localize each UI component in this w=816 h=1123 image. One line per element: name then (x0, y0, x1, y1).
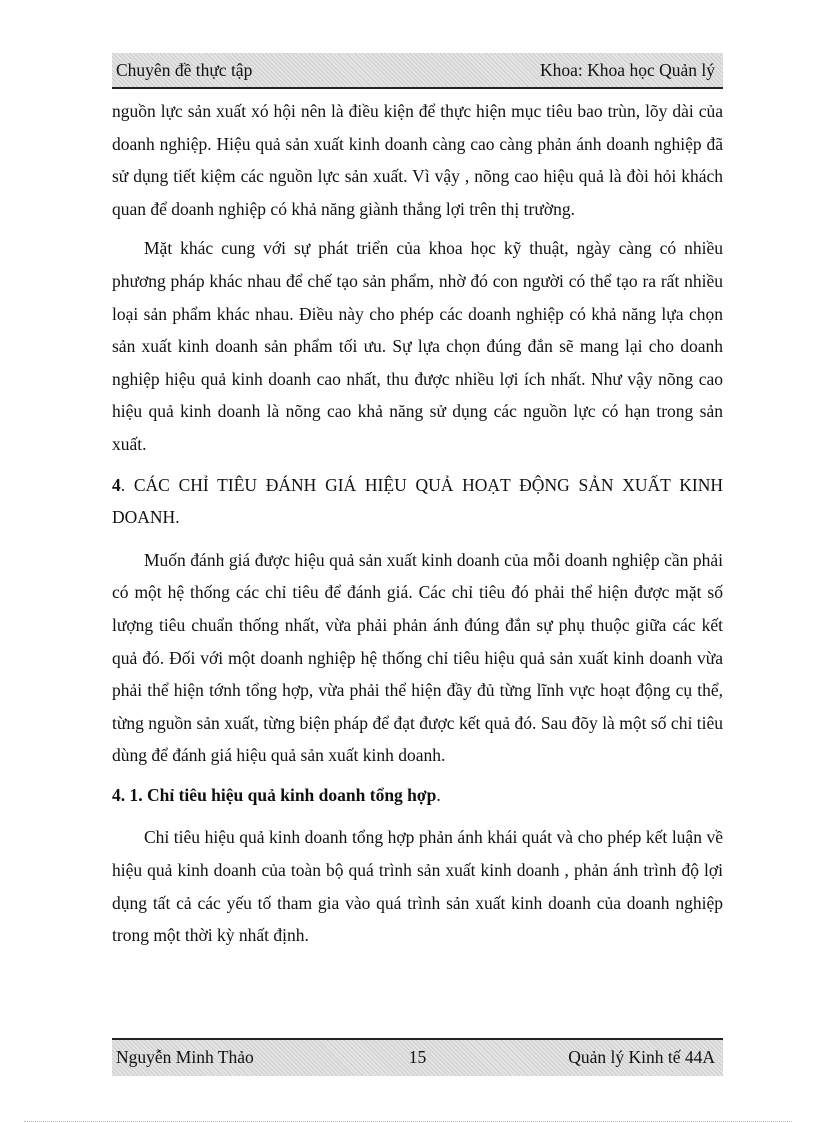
paragraph-2: Mặt khác cung với sự phát triển của khoa học kỹ thuật, ngày càng có nhiều phương pháp khác nhau để chế tạo sản phẩm, nhờ đó con người có thể tạo ra rất nhiều loại sản phẩm khác nhau. Điều này cho phép các doanh nghiệp có khả năng lựa chọn sản xuất kinh doanh sản phẩm tối ưu. Sự lựa chọn đúng đắn sẽ mang lại cho doanh nghiệp hiệu quả kinh doanh cao nhất, thu được nhiều lợi ích nhất. Như vậy nõng cao hiệu quả kinh doanh là nõng cao khả năng sử dụng các nguồn lực có hạn trong sản xuất. (112, 238, 723, 454)
page-header (112, 53, 723, 89)
page-number: 15 (408, 1047, 427, 1067)
header-right-text: Khoa: Khoa học Quản lý (540, 60, 715, 80)
footer-author: Nguyễn Minh Thảo (116, 1047, 254, 1067)
page-footer (112, 1038, 723, 1076)
paragraph-1: nguồn lực sản xuất xó hội nên là điều kiện để thực hiện mục tiêu bao trùn, lõy dài của doanh nghiệp. Hiệu quả sản xuất kinh doanh càng cao càng phản ánh doanh nghiệp đã sử dụng tiết kiệm các nguồn lực sản xuất. Vì vậy , nõng cao hiệu quả là đòi hỏi khách quan để doanh nghiệp có khả năng giành thắng lợi trên thị trường. (112, 101, 723, 219)
subsection-heading-4-1 (112, 779, 723, 812)
header-left-text: Chuyên đề thực tập (116, 60, 253, 80)
subsection-period: . (436, 784, 441, 805)
paragraph-3: Muốn đánh giá được hiệu quả sản xuất kinh doanh của mỗi doanh nghiệp cần phải có một hệ thống các chỉ tiêu để đánh giá. Các chỉ tiêu đó phải thể hiện được mặt số lượng tiêu chuẩn thống nhất, vừa phải phản ánh đúng đắn sự phụ thuộc giữa các kết quả đó. Đối với một doanh nghiệp hệ thống chỉ tiêu hiệu quả sản xuất kinh doanh vừa phải thể hiện tớnh tổng hợp, vừa phải thể hiện đầy đủ từng lĩnh vực hoạt động cụ thể, từng nguồn sản xuất, từng biện pháp để đạt được kết quả đó. Sau đõy là một số chỉ tiêu dùng để đánh giá hiệu quả sản xuất kinh doanh. (112, 549, 723, 766)
paragraph-4: Chỉ tiêu hiệu quả kinh doanh tổng hợp phản ánh khái quát và cho phép kết luận về hiệu quả kinh doanh của toàn bộ quá trình sản xuất kinh doanh , phản ánh trình độ lợi dụng tất cả các yếu tố tham gia vào quá trình sản xuất kinh doanh của doanh nghiệp trong một thời kỳ nhất định. (112, 827, 723, 946)
document-body (112, 95, 723, 959)
subsection-title: 4. 1. Chỉ tiêu hiệu quả kinh doanh tổng hợp (112, 784, 437, 805)
section-number: 4 (112, 474, 121, 495)
section-title: . CÁC CHỈ TIÊU ĐÁNH GIÁ HIỆU QUẢ HOẠT ĐỘNG SẢN XUẤT KINH DOANH. (112, 474, 723, 528)
section-heading-4 (112, 469, 723, 534)
footer-class: Quản lý Kinh tế 44A (568, 1047, 715, 1067)
page-bottom-divider (24, 1121, 792, 1122)
